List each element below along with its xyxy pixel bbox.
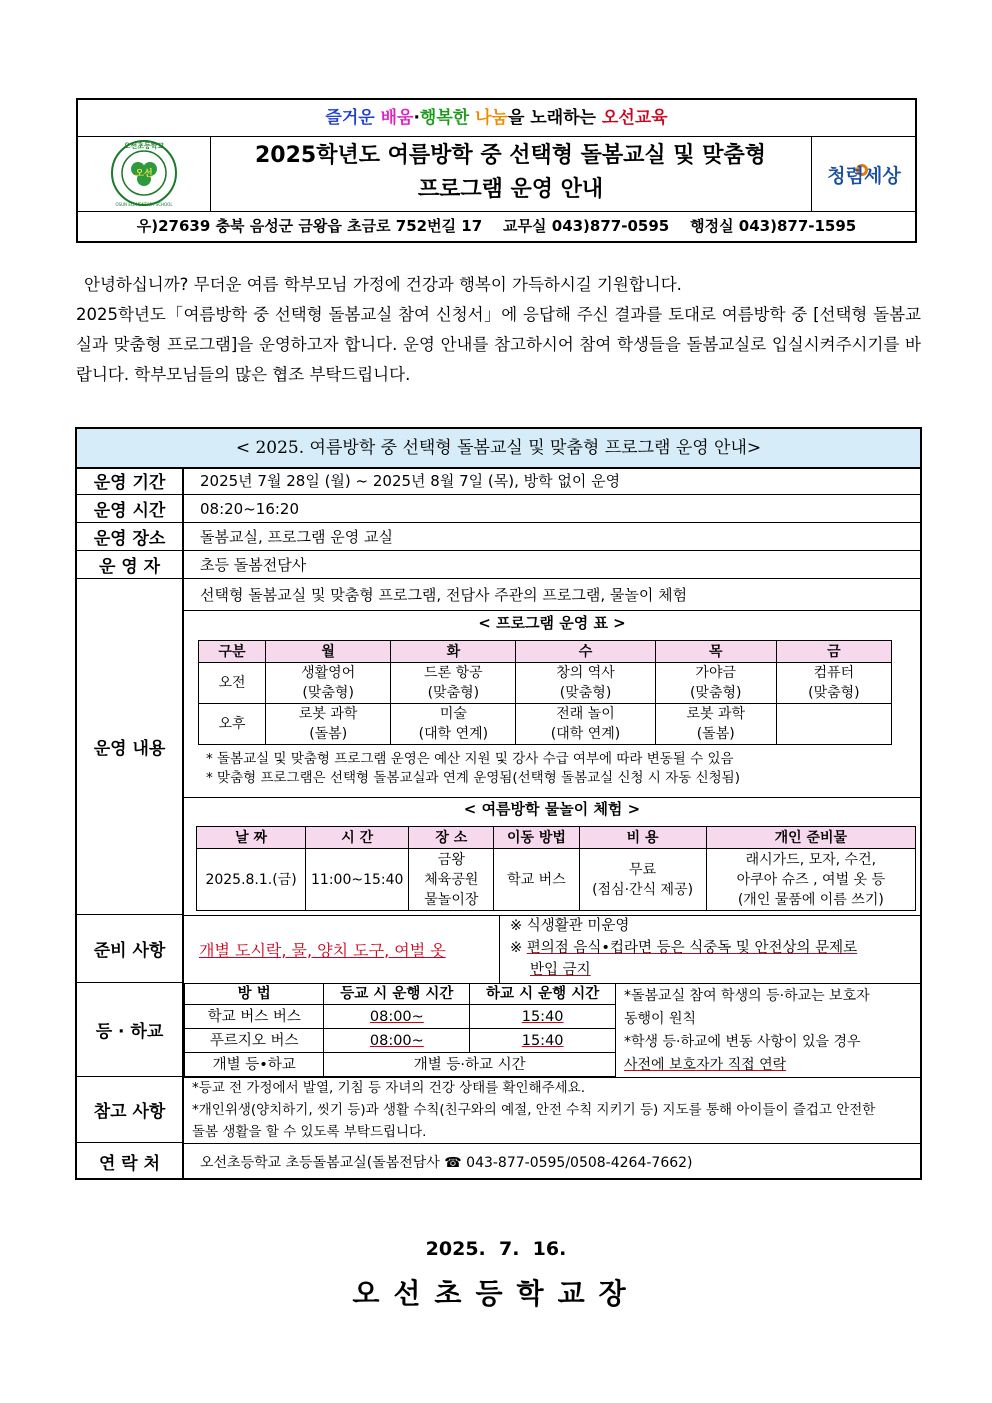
table-row: 2025.8.1.(금) 11:00~15:40 금왕 체육공원 물놀이장 학교 버스 무료 (점심·간식 제공) 래시가드, 모자, 수건, 아쿠아 슈즈 , 여벌 옷 등 (개인 물품에 이름 쓰기) [197, 849, 916, 911]
svg-text:OSUN ELEMENTARY SCHOOL: OSUN ELEMENTARY SCHOOL [115, 202, 173, 207]
table-row: 개별 등•하교 개별 등·하교 시간 [185, 1053, 616, 1077]
integrity-logo-icon [812, 136, 917, 211]
staff-value: 초등 돌봄전담사 [184, 551, 920, 579]
document-title: 2025학년도 여름방학 중 선택형 돌봄교실 및 맞춤형 프로그램 운영 안내 [210, 136, 812, 211]
program-header: 목 [655, 641, 776, 663]
water-table: 날 짜 시 간 장 소 이동 방법 비 용 개인 준비물 2025.8.1.(금) 11:00~15:40 금왕 체육공원 물놀이장 학교 버스 무료 (점심·간식 제공) 래시가드, 모자, 수건, 아쿠아 슈즈 , 여벌 옷 등 (개인 물품에 이름 쓰기) [196, 826, 916, 911]
program-header: 금 [776, 641, 891, 663]
prep-note: 반입 금지 [530, 962, 591, 978]
program-title: < 프로그램 운영 표 > [478, 614, 626, 632]
contact-value: 오선초등학교 초등돌봄교실(돌봄전담사 ☎ 043-877-0595/0508-4264-7662) [200, 1154, 693, 1171]
water-title: < 여름방학 물놀이 체험 > [463, 800, 641, 818]
principal-signature: 오선초등학교장 [352, 1277, 640, 1310]
school-slogan: 즐거운 배움·행복한 나눔을 노래하는 오선교육 [78, 100, 915, 137]
content-label: 운영 내용 [77, 579, 184, 915]
program-note: * 맞춤형 프로그램은 선택형 돌봄교실과 연계 운영됨(선택형 돌봄교실 신청 시 자동 신청됨) [206, 770, 740, 786]
table-row: 학교 버스 버스 08:00~ 15:40 [185, 1005, 616, 1029]
program-table [198, 640, 892, 745]
program-header: 화 [391, 641, 516, 663]
period-value: 2025년 7월 28일 (월) ~ 2025년 8월 7일 (목), 방학 없이 운영 [184, 467, 920, 495]
svg-text:오선초등학교: 오선초등학교 [123, 142, 165, 150]
contact-label: 연 락 처 [77, 1143, 184, 1180]
table-row: 오후 로봇 과학 (돌봄) 미술 (대학 연계) 전래 놀이 (대학 연계) 로봇 과학 (돌봄) [199, 704, 892, 745]
school-emblem-icon [78, 136, 210, 211]
commute-label: 등 · 하교 [77, 983, 184, 1077]
issue-date: 2025. 7. 16. [425, 1238, 567, 1260]
ref-label: 참고 사항 [77, 1077, 184, 1143]
ref-section: *등교 전 가정에서 발열, 기침 등 자녀의 건강 상태를 확인해주세요. *개인위생(양치하기, 씻기 등)과 생활 수칙(친구와의 예절, 안전 수칙 지키기 등) 지도를 통해 아이들이 즐겁고 안전한 돌봄 생활을 할 수 있도록 부탁드립니다. [184, 1077, 920, 1144]
place-label: 운영 장소 [77, 523, 184, 551]
svg-text:오선: 오선 [135, 169, 153, 179]
table-row: 푸르지오 버스 08:00~ 15:40 [185, 1029, 616, 1053]
info-table [75, 427, 922, 1180]
prep-section [184, 915, 920, 984]
program-section [184, 611, 920, 798]
prep-note: ※ 식생활관 미운영 [510, 918, 630, 934]
program-header: 구분 [199, 641, 266, 663]
table-row: 오전 생활영어 (맞춤형) 드론 항공 (맞춤형) 창의 역사 (맞춤형) 가야금 (맞춤형) 컴퓨터 (맞춤형) [199, 663, 892, 704]
program-header: 수 [516, 641, 655, 663]
commute-section [184, 983, 920, 1078]
svg-text:청렴세상: 청렴세상 [827, 165, 901, 187]
letterhead [76, 98, 917, 243]
integrity-logo [812, 136, 917, 211]
time-value: 08:20~16:20 [184, 495, 920, 523]
commute-notes: *돌봄교실 참여 학생의 등·하교는 보호자 동행이 원칙 *학생 등·하교에 변동 사항이 있을 경우 사전에 보호자가 직접 연락 [624, 988, 870, 1073]
place-value: 돌봄교실, 프로그램 운영 교실 [184, 523, 920, 551]
program-header: 월 [266, 641, 391, 663]
school-address: 우)27639 충북 음성군 금왕읍 초금로 752번길 17 교무실 043)877-0595 행정실 043)877-1595 [136, 217, 857, 235]
school-emblem [78, 136, 211, 211]
prep-label: 준비 사항 [77, 915, 184, 983]
table-title: < 2025. 여름방학 중 선택형 돌봄교실 및 맞춤형 프로그램 운영 안내> [77, 429, 920, 469]
content-summary: 선택형 돌봄교실 및 맞춤형 프로그램, 전담사 주관의 프로그램, 물놀이 체험 [184, 579, 920, 611]
staff-label: 운 영 자 [77, 551, 184, 579]
period-label: 운영 기간 [77, 467, 184, 495]
intro-paragraph: 안녕하십니까? 무더운 여름 학부모님 가정에 건강과 행복이 가득하시길 기원합니다. 2025학년도「여름방학 중 선택형 돌봄교실 참여 신청서」에 응답해 주신 결과를 토대로 여름방학 중 [선택형 돌봄교실과 맞춤형 프로그램]을 운영하고자 합니다. 운영 안내를 참고하시어 참여 학생들을 돌봄교실로 입실시켜주시기를 바랍니다. 학부모님들의 많은 협조 부탁드립니다. [76, 275, 921, 384]
prep-note: ※ 편의점 음식•컵라면 등은 식중독 및 안전상의 문제로 [510, 940, 858, 956]
program-note: * 돌봄교실 및 맞춤형 프로그램 운영은 예산 지원 및 강사 수급 여부에 따라 변동될 수 있음 [206, 751, 734, 767]
time-label: 운영 시간 [77, 495, 184, 523]
prep-items: 개별 도시락, 물, 양치 도구, 여벌 옷 [199, 940, 446, 960]
water-section [184, 797, 920, 916]
commute-table: 방 법 등교 시 운행 시간 하교 시 운행 시간 학교 버스 버스 08:00~ 15:40 푸르지오 버스 08:00~ 15:40 개별 등•하교 개별 등·하교 시간 [184, 983, 616, 1077]
